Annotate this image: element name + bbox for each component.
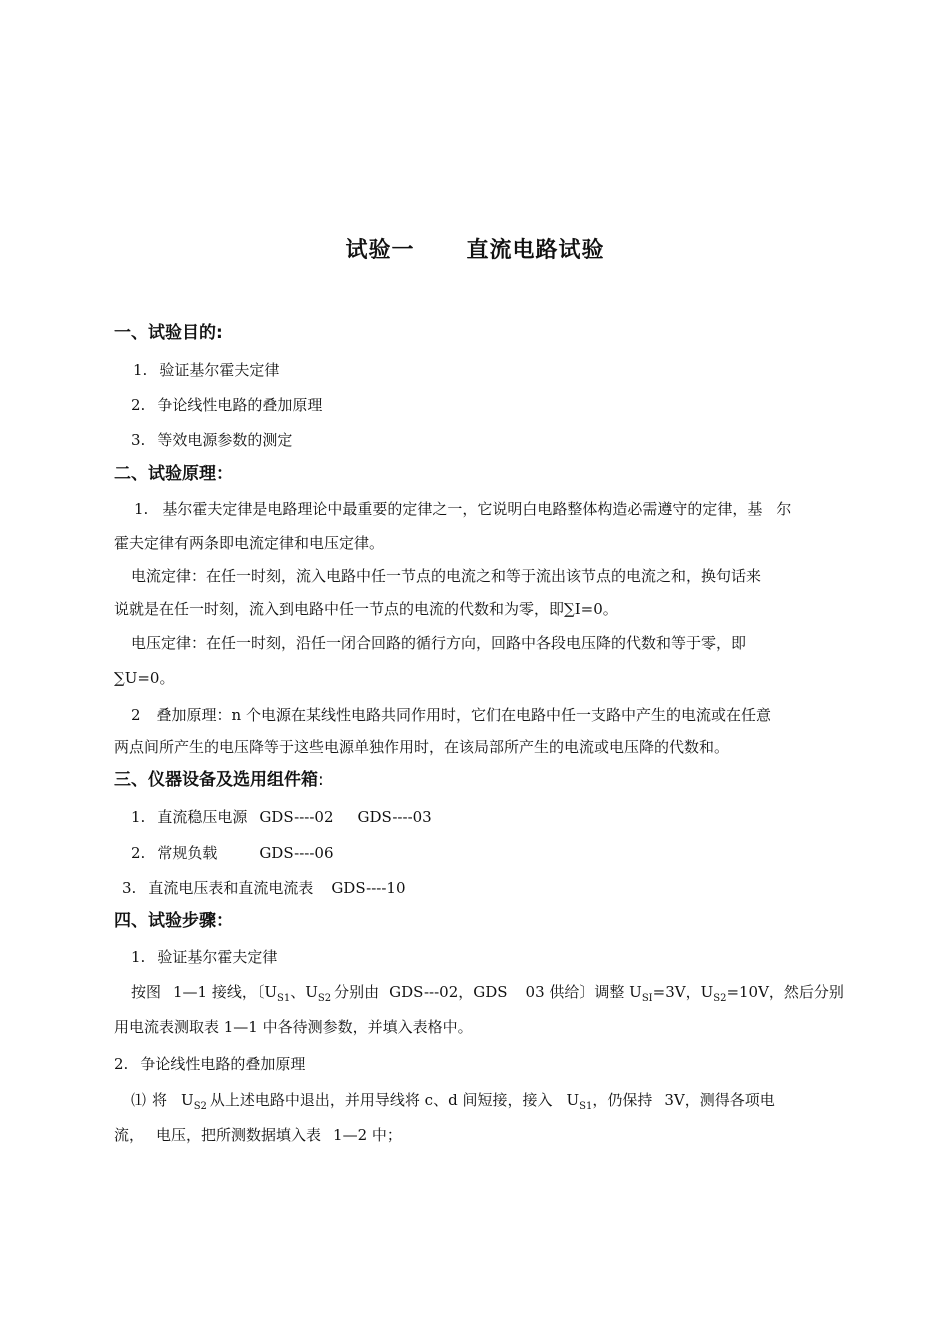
paragraph-text-tail: 尔 [776,500,792,518]
subscript: S1 [277,993,291,1004]
text: ，仍保持 [592,1091,653,1109]
equipment-item-1 [131,807,432,827]
text: 1—1 接线，〔U [173,983,278,1001]
equipment-name: 直流稳压电源 [157,808,248,826]
item-number: 3. [122,879,137,897]
step1-title [131,947,277,967]
section3-heading [114,768,324,792]
step1-instruction-line1 [131,982,844,1002]
equipment-model: GDS----10 [331,879,406,897]
text: =10V，然后分别 [726,983,844,1001]
superposition-paragraph-line2: 两点间所产生的电压降等于这些电源单独作用时，在该局部所产生的电流或电压降的代数和。 [114,738,730,756]
subscript: S2 [317,993,332,1004]
heading-colon: : [318,770,324,790]
equipment-name: 直流电压表和直流电流表 [148,879,314,897]
text: 电压，把所测数据填入表 [156,1126,322,1144]
equipment-model: GDS----06 [259,844,334,862]
equipment-model: GDS----03 [357,808,432,826]
subscript: S2 [713,993,727,1004]
section4-heading: 四、试验步骤： [114,911,233,931]
item-number: 1. [133,361,148,379]
text: 流， [114,1126,145,1144]
subscript: SI [641,993,653,1004]
page-title [0,236,950,266]
paragraph-number: 1. [134,500,149,518]
equipment-name: 常规负载 [157,844,218,862]
text: U [181,1091,194,1109]
text: 分别由 [334,983,380,1001]
section1-item-1 [133,360,279,380]
text: 将 [152,1091,168,1109]
step-number: 1. [131,948,146,966]
text: 3V，测得各项电 [664,1091,775,1109]
item-text: 验证基尔霍夫定律 [159,361,280,379]
kirchhoff-paragraph-line2: 霍夫定律有两条即电流定律和电压定律。 [114,534,385,552]
subscript: S1 [579,1101,593,1112]
title-part2: 直流电路试验 [466,238,605,263]
item-text: 争论线性电路的叠加原理 [157,396,323,414]
text: 按图 [131,983,162,1001]
paragraph-text: 基尔霍夫定律是电路理论中最重要的定律之一，它说明白电路整体构造必需遵守的定律，基 [162,500,763,518]
step2-substep1-line2 [114,1125,402,1145]
kirchhoff-paragraph-line1 [134,499,791,519]
equipment-item-3 [122,878,406,898]
current-law-line1: 电流定律：在任一时刻，流入电路中任一节点的电流之和等于流出该节点的电流之和，换句话来 [131,567,762,585]
text: 、U [290,983,318,1001]
step2-substep1-line1 [131,1090,775,1110]
step-number: 2. [114,1055,129,1073]
heading-text: 三、仪器设备及选用组件箱 [114,770,318,790]
text: =3V，U [652,983,714,1001]
equipment-model: GDS----02 [259,808,334,826]
step-title-text: 验证基尔霍夫定律 [157,948,278,966]
item-number: 3. [131,431,146,449]
substep-mark: ⑴ [131,1091,147,1109]
item-text: 等效电源参数的测定 [157,431,293,449]
text: U [566,1091,580,1109]
section1-item-3 [131,430,292,450]
text: 03 供给〕调整 U [525,983,642,1001]
step2-title [114,1054,305,1074]
text: 从上述电路中退出，并用导线将 c、d 间短接，接入 [209,1091,553,1109]
section2-heading: 二、试验原理： [114,464,233,484]
item-number: 2. [131,844,146,862]
section1-item-2 [131,395,322,415]
item-number: 2. [131,396,146,414]
superposition-paragraph-line1 [131,705,771,725]
subscript: S2 [193,1101,207,1112]
paragraph-text: 叠加原理：n 个电源在某线性电路共同作用时，它们在电路中任一支路中产生的电流或在任意 [156,706,771,724]
current-law-line2: 说就是在任一时刻，流入到电路中任一节点的电流的代数和为零，即∑I=0。 [114,600,618,618]
text: 1—2 中； [333,1126,402,1144]
paragraph-number: 2 [131,706,141,724]
equipment-item-2 [131,843,334,863]
voltage-law-line1: 电压定律：在任一时刻，沿任一闭合回路的循行方向，回路中各段电压降的代数和等于零，即 [131,634,747,652]
item-number: 1. [131,808,146,826]
step-title-text: 争论线性电路的叠加原理 [140,1055,306,1073]
text: GDS---02，GDS [389,983,508,1001]
step1-instruction-line2: 用电流表测取表 1—1 中各待测参数，并填入表格中。 [114,1018,473,1036]
section1-heading: 一、试验目的: [114,323,223,343]
title-part1: 试验一 [345,238,415,263]
voltage-law-line2: ∑U=0。 [114,669,175,687]
